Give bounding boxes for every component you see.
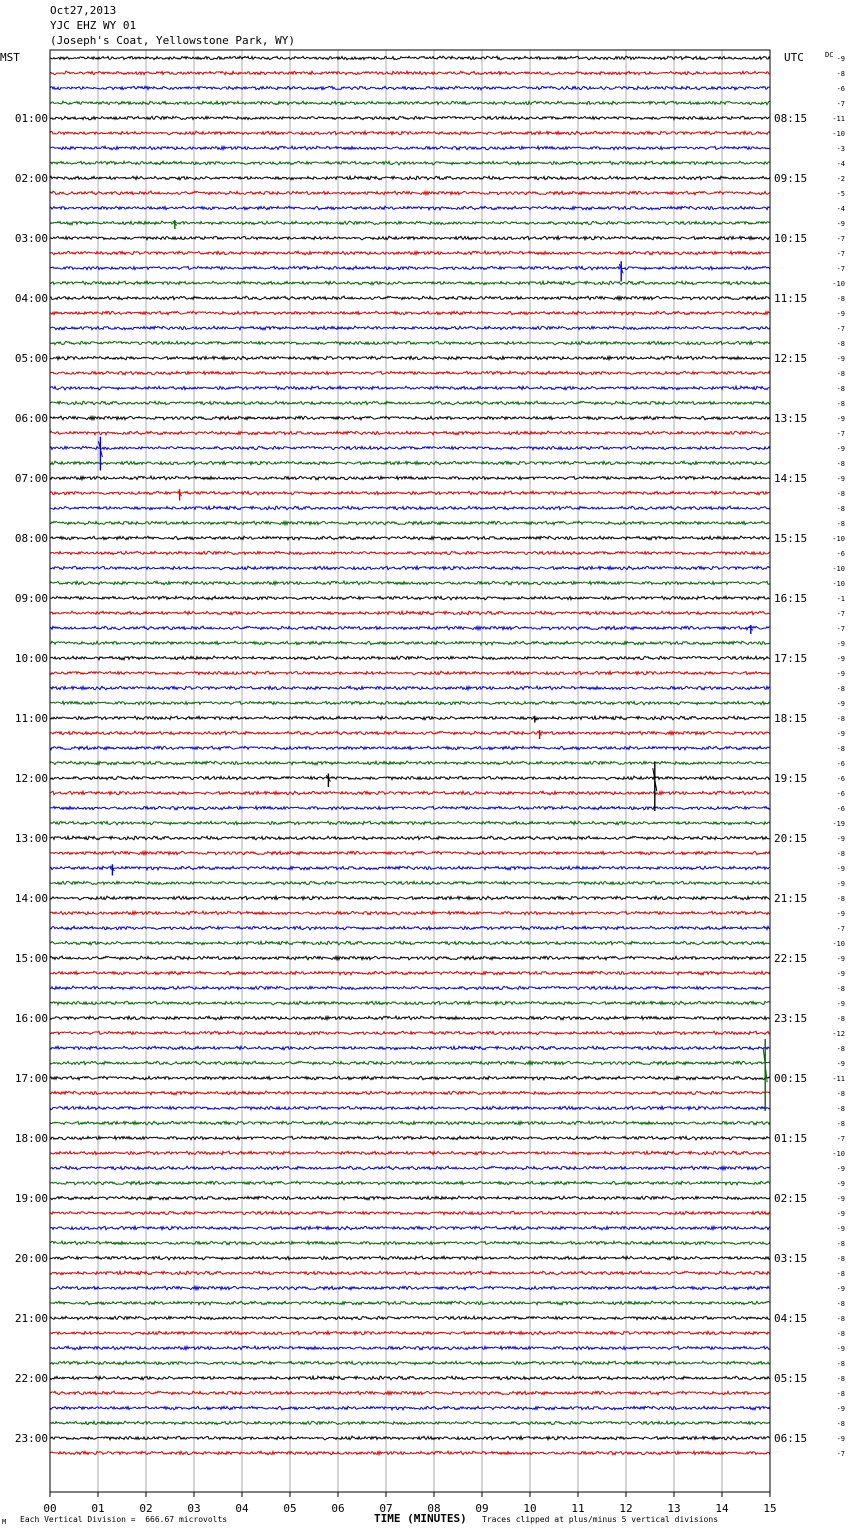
mst-hour-label: 13:00 <box>14 832 48 845</box>
mst-hour-label: 04:00 <box>14 292 48 305</box>
dc-offset-label: -9 <box>836 1345 845 1353</box>
corner-mark: M <box>2 1518 7 1526</box>
trace-line <box>50 341 770 345</box>
trace-line <box>50 521 770 525</box>
dc-offset-label: -7 <box>836 430 845 438</box>
mst-hour-label: 20:00 <box>14 1252 48 1265</box>
dc-offset-label: -8 <box>836 1015 845 1023</box>
utc-hour-label: 01:15 <box>774 1132 808 1145</box>
x-tick-label: 09 <box>475 1502 489 1515</box>
dc-offset-label: -9 <box>836 1165 845 1173</box>
mst-hour-label: 23:00 <box>14 1432 48 1445</box>
trace-line <box>50 146 770 150</box>
mst-hour-label: 15:00 <box>14 952 48 965</box>
dc-offset-label: -9 <box>836 910 845 918</box>
trace-line <box>50 1391 770 1395</box>
x-tick-label: 15 <box>763 1502 777 1515</box>
trace-line <box>50 911 770 915</box>
dc-offset-label: -9 <box>836 445 845 453</box>
dc-offset-label: -8 <box>836 295 845 303</box>
scale-note: Each Vertical Division = 666.67 microvolts <box>20 1515 228 1524</box>
mst-hour-label: 09:00 <box>14 592 48 605</box>
trace-line <box>50 476 770 480</box>
mst-hour-label: 21:00 <box>14 1312 48 1325</box>
dc-offset-label: -9 <box>836 1060 845 1068</box>
dc-offset-label: -9 <box>836 880 845 888</box>
trace-line <box>50 1226 770 1230</box>
trace-line <box>50 596 770 600</box>
dc-offset-label: -8 <box>836 70 845 78</box>
trace-line <box>50 671 770 675</box>
trace-line <box>50 836 770 840</box>
trace-line <box>50 356 770 360</box>
utc-hour-label: 14:15 <box>774 472 808 485</box>
mst-hour-label: 12:00 <box>14 772 48 785</box>
utc-hour-label: 18:15 <box>774 712 808 725</box>
mst-hour-label: 16:00 <box>14 1012 48 1025</box>
mst-hour-label: 08:00 <box>14 532 48 545</box>
dc-offset-label: -9 <box>836 1405 845 1413</box>
dc-offset-label: -7 <box>836 250 845 258</box>
dc-offset-label: -6 <box>836 805 845 813</box>
x-tick-label: 12 <box>619 1502 633 1515</box>
trace-line <box>50 1076 770 1080</box>
dc-offset-label: -9 <box>836 1195 845 1203</box>
dc-offset-label: -8 <box>836 1090 845 1098</box>
trace-line <box>50 641 770 645</box>
utc-hour-label: 03:15 <box>774 1252 808 1265</box>
trace-line <box>50 461 770 465</box>
dc-offset-label: -9 <box>836 1225 845 1233</box>
utc-hour-label: 09:15 <box>774 172 808 185</box>
trace-line <box>50 896 770 900</box>
trace-line <box>50 686 770 690</box>
trace-line <box>50 71 770 75</box>
trace-line <box>50 806 770 810</box>
dc-offset-label: -8 <box>836 850 845 858</box>
mst-hour-label: 07:00 <box>14 472 48 485</box>
trace-line <box>50 1196 770 1200</box>
dc-offset-label: -9 <box>836 355 845 363</box>
x-tick-label: 11 <box>571 1502 585 1515</box>
trace-line <box>50 161 770 165</box>
mst-hour-label: 01:00 <box>14 112 48 125</box>
dc-offset-label: -10 <box>832 1150 845 1158</box>
x-tick-label: 14 <box>715 1502 729 1515</box>
trace-line <box>50 206 770 210</box>
label-group <box>0 51 845 1515</box>
trace-line <box>50 1091 770 1095</box>
mst-hour-label: 18:00 <box>14 1132 48 1145</box>
trace-line <box>50 1286 770 1290</box>
trace-line <box>50 1181 770 1185</box>
dc-offset-label: -8 <box>836 460 845 468</box>
utc-hour-label: 12:15 <box>774 352 808 365</box>
trace-line <box>50 1256 770 1260</box>
trace-line <box>50 221 770 225</box>
mst-hour-label: 19:00 <box>14 1192 48 1205</box>
dc-offset-label: -10 <box>832 580 845 588</box>
x-tick-label: 03 <box>187 1502 201 1515</box>
trace-line <box>50 56 770 60</box>
utc-hour-label: 05:15 <box>774 1372 808 1385</box>
dc-offset-label: -9 <box>836 1210 845 1218</box>
dc-offset-label: -9 <box>836 1180 845 1188</box>
trace-line <box>50 1241 770 1245</box>
trace-line <box>50 761 770 765</box>
trace-line <box>50 956 770 960</box>
dc-offset-label: -9 <box>836 415 845 423</box>
header-location: (Joseph's Coat, Yellowstone Park, WY) <box>50 34 296 47</box>
trace-line <box>50 1061 770 1065</box>
dc-offset-label: -10 <box>832 130 845 138</box>
dc-offset-label: -9 <box>836 670 845 678</box>
trace-line <box>50 881 770 885</box>
trace-line <box>50 1031 770 1035</box>
trace-line <box>50 776 770 780</box>
trace-line <box>50 311 770 315</box>
trace-line <box>50 656 770 660</box>
dc-offset-label: -6 <box>836 85 845 93</box>
trace-line <box>50 821 770 825</box>
utc-hour-label: 17:15 <box>774 652 808 665</box>
trace-line <box>50 491 770 495</box>
dc-offset-label: -6 <box>836 775 845 783</box>
dc-offset-label: -9 <box>836 1285 845 1293</box>
utc-hour-label: 11:15 <box>774 292 808 305</box>
dc-offset-label: -9 <box>836 310 845 318</box>
dc-offset-label: -3 <box>836 145 845 153</box>
trace-line <box>50 1436 770 1440</box>
trace-line <box>50 566 770 570</box>
trace-line <box>50 1331 770 1335</box>
dc-offset-label: -7 <box>836 325 845 333</box>
x-tick-label: 07 <box>379 1502 393 1515</box>
dc-offset-label: -8 <box>836 1420 845 1428</box>
utc-hour-label: 00:15 <box>774 1072 808 1085</box>
trace-line <box>50 1361 770 1365</box>
trace-line <box>50 251 770 255</box>
header-date: Oct27,2013 <box>50 4 117 17</box>
dc-offset-label: -7 <box>836 100 845 108</box>
dc-offset-label: -9 <box>836 640 845 648</box>
dc-offset-label: -19 <box>832 820 845 828</box>
trace-line <box>50 1016 770 1020</box>
dc-offset-label: -7 <box>836 235 845 243</box>
trace-line <box>50 416 770 420</box>
x-tick-label: 02 <box>139 1502 153 1515</box>
trace-line <box>50 431 770 435</box>
mst-hour-label: 14:00 <box>14 892 48 905</box>
dc-offset-label: -9 <box>836 700 845 708</box>
x-tick-label: 10 <box>523 1502 537 1515</box>
dc-offset-label: -11 <box>832 115 845 123</box>
x-axis-title: TIME (MINUTES) <box>374 1512 467 1525</box>
dc-offset-label: -7 <box>836 1450 845 1458</box>
dc-offset-label: -9 <box>836 475 845 483</box>
trace-line <box>50 1166 770 1170</box>
trace-line <box>50 1376 770 1380</box>
mst-hour-label: 02:00 <box>14 172 48 185</box>
trace-line <box>50 1346 770 1350</box>
utc-hour-label: 20:15 <box>774 832 808 845</box>
clip-note: Traces clipped at plus/minus 5 vertical divisions <box>482 1515 719 1524</box>
dc-offset-label: -8 <box>836 370 845 378</box>
utc-hour-label: 06:15 <box>774 1432 808 1445</box>
dc-offset-label: -12 <box>832 1030 845 1038</box>
dc-offset-label: -4 <box>836 160 845 168</box>
dc-offset-label: -8 <box>836 1105 845 1113</box>
dc-offset-label: -9 <box>836 970 845 978</box>
trace-line <box>50 716 770 720</box>
dc-offset-label: -9 <box>836 655 845 663</box>
trace-line <box>50 1001 770 1005</box>
dc-offset-label: -8 <box>836 1270 845 1278</box>
trace-line <box>50 971 770 975</box>
trace-line <box>50 731 770 735</box>
dc-offset-label: -9 <box>836 220 845 228</box>
dc-offset-label: -8 <box>836 895 845 903</box>
trace-line <box>50 386 770 390</box>
trace-line <box>50 746 770 750</box>
trace-line <box>50 401 770 405</box>
dc-offset-label: -8 <box>836 1255 845 1263</box>
trace-line <box>50 1151 770 1155</box>
utc-hour-label: 16:15 <box>774 592 808 605</box>
dc-offset-label: -7 <box>836 1135 845 1143</box>
x-tick-label: 08 <box>427 1502 441 1515</box>
trace-line <box>50 326 770 330</box>
x-tick-label: 06 <box>331 1502 345 1515</box>
trace-line <box>50 1421 770 1425</box>
dc-offset-label: -8 <box>836 745 845 753</box>
x-tick-label: 00 <box>43 1502 57 1515</box>
trace-line <box>50 866 770 870</box>
dc-offset-label: -8 <box>836 715 845 723</box>
mst-hour-label: 03:00 <box>14 232 48 245</box>
utc-hour-label: 21:15 <box>774 892 808 905</box>
dc-label: DC <box>825 51 834 59</box>
dc-offset-label: -10 <box>832 565 845 573</box>
trace-line <box>50 1046 770 1050</box>
trace-group <box>50 56 770 1455</box>
trace-line <box>50 536 770 540</box>
dc-offset-label: -2 <box>836 175 845 183</box>
utc-hour-label: 08:15 <box>774 112 808 125</box>
trace-line <box>50 1121 770 1125</box>
dc-offset-label: -8 <box>836 505 845 513</box>
dc-offset-label: -8 <box>836 1045 845 1053</box>
utc-hour-label: 15:15 <box>774 532 808 545</box>
trace-line <box>50 626 770 630</box>
trace-line <box>50 701 770 705</box>
x-tick-label: 04 <box>235 1502 249 1515</box>
trace-line <box>50 176 770 180</box>
dc-offset-label: -8 <box>836 1120 845 1128</box>
dc-offset-label: -8 <box>836 490 845 498</box>
dc-offset-label: -6 <box>836 550 845 558</box>
trace-line <box>50 131 770 135</box>
header-station: YJC EHZ WY 01 <box>50 19 137 32</box>
dc-offset-label: -7 <box>836 925 845 933</box>
dc-offset-label: -7 <box>836 625 845 633</box>
trace-line <box>50 371 770 375</box>
utc-hour-label: 22:15 <box>774 952 808 965</box>
trace-line <box>50 1316 770 1320</box>
dc-offset-label: -1 <box>836 595 845 603</box>
trace-line <box>50 1211 770 1215</box>
dc-offset-label: -7 <box>836 610 845 618</box>
trace-line <box>50 1451 770 1455</box>
dc-offset-label: -8 <box>836 985 845 993</box>
dc-offset-label: -8 <box>836 685 845 693</box>
utc-hour-label: 02:15 <box>774 1192 808 1205</box>
dc-offset-label: -8 <box>836 1375 845 1383</box>
dc-offset-label: -9 <box>836 835 845 843</box>
dc-offset-label: -6 <box>836 760 845 768</box>
dc-offset-label: -6 <box>836 790 845 798</box>
mst-hour-label: 17:00 <box>14 1072 48 1085</box>
trace-line <box>50 101 770 105</box>
trace-line <box>50 926 770 930</box>
trace-line <box>50 446 770 450</box>
dc-offset-label: -8 <box>836 385 845 393</box>
dc-offset-label: -9 <box>836 955 845 963</box>
dc-offset-label: -5 <box>836 190 845 198</box>
mst-hour-label: 06:00 <box>14 412 48 425</box>
dc-offset-label: -4 <box>836 205 845 213</box>
trace-line <box>50 941 770 945</box>
dc-offset-label: -8 <box>836 1360 845 1368</box>
utc-hour-label: 23:15 <box>774 1012 808 1025</box>
trace-line <box>50 581 770 585</box>
trace-line <box>50 851 770 855</box>
x-tick-label: 05 <box>283 1502 297 1515</box>
dc-offset-label: -9 <box>836 730 845 738</box>
utc-hour-label: 04:15 <box>774 1312 808 1325</box>
trace-line <box>50 86 770 90</box>
mst-hour-label: 05:00 <box>14 352 48 365</box>
trace-line <box>50 551 770 554</box>
trace-line <box>50 986 770 990</box>
dc-offset-label: -8 <box>836 1315 845 1323</box>
trace-line <box>50 236 770 240</box>
dc-offset-label: -8 <box>836 400 845 408</box>
mst-axis-label: MST <box>0 51 20 64</box>
utc-axis-label: UTC <box>784 51 804 64</box>
utc-hour-label: 13:15 <box>774 412 808 425</box>
dc-offset-label: -8 <box>836 1330 845 1338</box>
trace-line <box>50 1136 770 1140</box>
mst-hour-label: 22:00 <box>14 1372 48 1385</box>
trace-line <box>50 1271 770 1275</box>
utc-hour-label: 10:15 <box>774 232 808 245</box>
trace-line <box>50 281 770 285</box>
mst-hour-label: 10:00 <box>14 652 48 665</box>
dc-offset-label: -9 <box>836 865 845 873</box>
dc-offset-label: -7 <box>836 265 845 273</box>
x-tick-label: 01 <box>91 1502 105 1515</box>
trace-line <box>50 1106 770 1110</box>
trace-line <box>50 1406 770 1410</box>
trace-line <box>50 611 770 615</box>
mst-hour-label: 11:00 <box>14 712 48 725</box>
dc-offset-label: -9 <box>836 55 845 63</box>
x-tick-label: 13 <box>667 1502 681 1515</box>
dc-offset-label: -11 <box>832 1075 845 1083</box>
dc-offset-label: -8 <box>836 520 845 528</box>
trace-line <box>50 791 770 795</box>
trace-line <box>50 191 770 195</box>
dc-offset-label: -10 <box>832 535 845 543</box>
dc-offset-label: -10 <box>832 940 845 948</box>
trace-line <box>50 116 770 120</box>
dc-offset-label: -8 <box>836 1390 845 1398</box>
trace-line <box>50 266 770 270</box>
dc-offset-label: -8 <box>836 1240 845 1248</box>
dc-offset-label: -10 <box>832 280 845 288</box>
trace-line <box>50 1301 770 1305</box>
utc-hour-label: 19:15 <box>774 772 808 785</box>
dc-offset-label: -8 <box>836 1300 845 1308</box>
dc-offset-label: -8 <box>836 340 845 348</box>
trace-line <box>50 506 770 510</box>
dc-offset-label: -9 <box>836 1000 845 1008</box>
trace-line <box>50 296 770 300</box>
dc-offset-label: -9 <box>836 1435 845 1443</box>
